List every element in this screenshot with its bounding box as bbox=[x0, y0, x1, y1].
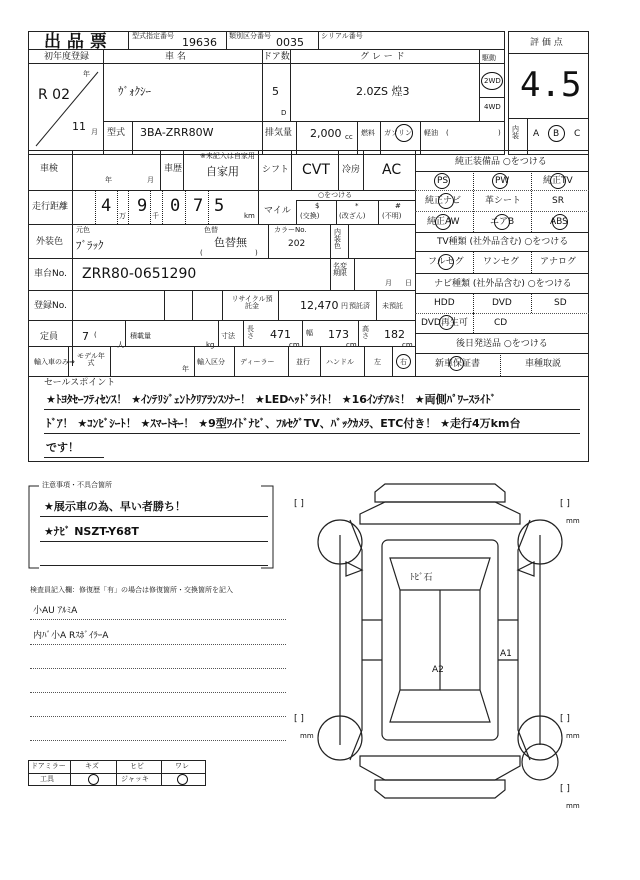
equip-airbag-circle bbox=[494, 214, 510, 230]
later-warranty-circle bbox=[449, 356, 464, 371]
orig-color-label: 元色 bbox=[76, 226, 90, 234]
first-reg-label: 初年度登録 bbox=[44, 52, 90, 62]
inspection-year: 年 bbox=[105, 176, 112, 184]
bracket-bl: [ ] bbox=[294, 714, 304, 724]
orig-color: ﾌﾞﾗｯｸ bbox=[76, 239, 104, 252]
name-change-label: 名変期限 bbox=[333, 262, 347, 277]
handle-left: 左 bbox=[374, 358, 381, 366]
recycle: 12,470 bbox=[300, 299, 339, 312]
navi-dvd-play-circle bbox=[439, 315, 454, 330]
mileage-digit: 4 bbox=[101, 196, 112, 216]
equipment-title: 純正装備品 ○をつける bbox=[455, 157, 547, 167]
mileage-man: 万 bbox=[119, 212, 126, 220]
color-label: 外装色 bbox=[36, 237, 64, 247]
bracket-br: [ ] bbox=[560, 714, 570, 724]
tv-fullseg-circle bbox=[438, 254, 454, 270]
later-warranty: 新車保証書 bbox=[435, 359, 481, 369]
exchange-symbol: $ bbox=[315, 202, 320, 210]
interior-c: C bbox=[574, 129, 581, 139]
height: 182 bbox=[384, 328, 405, 341]
navi-dvd: DVD bbox=[492, 298, 512, 308]
unknown-label: (不明) bbox=[382, 212, 402, 220]
year-mark: 年 bbox=[83, 70, 90, 78]
tampered-label: (改ざん) bbox=[339, 212, 366, 220]
height-cm: cm bbox=[402, 341, 413, 349]
unknown-symbol: # bbox=[395, 202, 401, 210]
color-change: 色替無 bbox=[214, 236, 247, 249]
length-cm: cm bbox=[289, 341, 300, 349]
drive-2wd: 2WD bbox=[484, 77, 501, 85]
interior-label: 内装 bbox=[512, 125, 519, 140]
legend-header: キズ bbox=[85, 762, 99, 770]
later-title: 後日発送品 ○をつける bbox=[456, 339, 548, 349]
bracket-tr: [ ] bbox=[560, 499, 570, 509]
car-damage-diagram bbox=[290, 480, 590, 810]
grade: 2.0ZS 煌3 bbox=[356, 85, 410, 98]
tv-oneseg: ワンセグ bbox=[483, 257, 520, 267]
bracket-tl: [ ] bbox=[294, 499, 304, 509]
navi-sd: SD bbox=[554, 298, 567, 308]
tampered-symbol: * bbox=[355, 202, 359, 210]
mm-br: mm bbox=[566, 732, 580, 740]
first-reg-year: R 02 bbox=[38, 87, 70, 103]
inspection-label: 車検 bbox=[40, 164, 59, 174]
length-label: 長さ bbox=[247, 325, 254, 340]
mileage-digit: 9 bbox=[137, 196, 148, 216]
legend-jack: ジャッキ bbox=[121, 775, 149, 783]
import-label: 輸入車のみ⇒ bbox=[34, 358, 75, 366]
equip-tv-circle bbox=[550, 173, 566, 189]
equip-navi: 純正ナビ bbox=[425, 196, 462, 206]
equip-airbag: エアB bbox=[490, 217, 515, 227]
legend-header: ドアミラー bbox=[31, 762, 66, 770]
category-label: 類別区分番号 bbox=[229, 32, 271, 40]
capacity: 7 bbox=[82, 330, 89, 343]
cc-unit: cc bbox=[345, 133, 353, 141]
fuel-label: 燃料 bbox=[361, 129, 375, 137]
history-label: 車歴 bbox=[164, 164, 183, 174]
fuel-selected-circle bbox=[395, 124, 413, 142]
legend-header: ヒビ bbox=[130, 762, 144, 770]
handle-label: ハンドル bbox=[326, 358, 354, 366]
mile-label: マイル bbox=[264, 206, 291, 216]
displacement: 2,000 bbox=[310, 127, 342, 140]
bracket-bottom: [ ] bbox=[560, 784, 570, 794]
damage-label-a1: A1 bbox=[500, 649, 512, 659]
equip-ps-circle bbox=[434, 173, 450, 189]
month-mark: 月 bbox=[91, 128, 98, 136]
import-dealer: ディーラー bbox=[240, 358, 275, 366]
type-no-label: 型式指定番号 bbox=[132, 32, 174, 40]
notes-line: ★ﾅﾋﾞ NSZT-Y68T bbox=[44, 525, 139, 538]
width-label: 幅 bbox=[306, 329, 313, 337]
import-parallel: 並行 bbox=[296, 358, 310, 366]
score-label: 評 価 点 bbox=[530, 38, 563, 48]
color-no-label: カラーNo. bbox=[274, 226, 307, 234]
handle-right-circle bbox=[396, 354, 411, 369]
model-year-suffix: 年 bbox=[182, 365, 189, 373]
mm-bottom: mm bbox=[566, 802, 580, 810]
damage-label-a2: A2 bbox=[432, 665, 444, 675]
equip-abs: ABS bbox=[550, 217, 568, 227]
length: 471 bbox=[270, 328, 291, 341]
recycle-label: リサイクル預託金 bbox=[231, 295, 273, 310]
name-change-month: 月 bbox=[385, 279, 392, 287]
type-no: 19636 bbox=[182, 36, 217, 49]
displacement-label: 排気量 bbox=[265, 128, 293, 138]
equip-abs-circle bbox=[552, 214, 568, 230]
shift: CVT bbox=[302, 162, 330, 178]
car-name: ｳﾞｫｸｼｰ bbox=[118, 85, 151, 98]
doors: 5 bbox=[272, 85, 279, 98]
interior-a: A bbox=[533, 129, 540, 139]
recycle-paid: 預託済 bbox=[349, 302, 370, 310]
inspector-line: 内ﾊﾞ小A RｽﾎﾞｲﾗｰA bbox=[33, 631, 109, 641]
navi-title: ナビ種類 (社外品含む) ○をつける bbox=[434, 279, 572, 289]
fuel-gasoline: ガソリン bbox=[384, 129, 412, 137]
navi-dvd-play: DVD再生可 bbox=[421, 318, 468, 328]
equip-pw-circle bbox=[492, 173, 508, 189]
door-suffix: D bbox=[281, 109, 287, 117]
notes-label: 注意事項・不具合箇所 bbox=[42, 481, 112, 489]
dim-label: 寸法 bbox=[221, 332, 235, 340]
ac-label: 冷房 bbox=[342, 165, 361, 175]
color-change-paren-close: ) bbox=[255, 249, 258, 257]
ac: AC bbox=[382, 162, 402, 178]
mileage-km: km bbox=[244, 212, 255, 220]
doors-label: ドア数 bbox=[263, 52, 290, 62]
navi-cd: CD bbox=[494, 318, 508, 328]
tv-analog: アナログ bbox=[540, 257, 577, 267]
capacity-label: 定員 bbox=[40, 332, 59, 342]
damage-label-chip: ﾄﾋﾞ石 bbox=[410, 573, 433, 583]
shift-label: シフト bbox=[262, 165, 290, 175]
first-reg-month: 11 bbox=[72, 120, 86, 133]
notes-line: ★展示車の為、早い者勝ち！ bbox=[44, 500, 186, 513]
load-kg: kg bbox=[206, 341, 215, 349]
drive-4wd: 4WD bbox=[484, 103, 501, 111]
legend-header: ワレ bbox=[175, 762, 189, 770]
equip-ps: PS bbox=[437, 176, 449, 186]
model: 3BA-ZRR80W bbox=[140, 126, 214, 139]
jack-present-circle bbox=[177, 774, 188, 785]
interior-selected-circle bbox=[548, 125, 565, 142]
model-label: 型式 bbox=[107, 128, 126, 138]
name-change-day: 日 bbox=[405, 279, 412, 287]
mileage-digit: 0 bbox=[170, 196, 181, 216]
drive-label: 駆動 bbox=[482, 54, 496, 62]
model-year-label: モデル年式 bbox=[77, 352, 105, 367]
car-name-label: 車 名 bbox=[165, 52, 186, 62]
navi-hdd: HDD bbox=[434, 298, 455, 308]
diagonal-divider bbox=[30, 64, 102, 154]
width-cm: cm bbox=[346, 341, 357, 349]
color-change-paren: ( bbox=[200, 249, 203, 257]
grade-score: 4.5 bbox=[520, 65, 582, 105]
mileage-digit: 7 bbox=[193, 196, 204, 216]
tv-fullseg: フルセグ bbox=[428, 257, 464, 267]
equip-pw: PW bbox=[495, 176, 510, 186]
inspection-month: 月 bbox=[147, 176, 154, 184]
fuel-light-oil: 軽油 bbox=[424, 129, 438, 137]
load-label: 積載量 bbox=[130, 332, 151, 340]
import-type-label: 輸入区分 bbox=[197, 358, 225, 366]
tv-title: TV種類 (社外品含む) ○をつける bbox=[437, 237, 569, 247]
mm-tr: mm bbox=[566, 517, 580, 525]
height-label: 高さ bbox=[362, 325, 369, 340]
later-manual: 車種取説 bbox=[525, 359, 562, 369]
mm-bl: mm bbox=[300, 732, 314, 740]
equip-navi-circle bbox=[438, 193, 454, 209]
sales-line: ﾄﾞｱ！ ★ｺﾝﾋﾞｼｰﾄ！ ★ｽﾏｰﾄｷｰ！ ★9型ﾜｲﾄﾞﾅﾋﾞ、ﾌﾙｾｸﾞTV、ﾊﾞｯｸｶﾒﾗ、ETC付き！ ★走行4万km台 bbox=[46, 417, 521, 430]
handle-right: 右 bbox=[400, 358, 407, 366]
recycle-unpaid: 未預託 bbox=[382, 302, 403, 310]
history: 自家用 bbox=[206, 165, 239, 178]
width: 173 bbox=[328, 328, 349, 341]
sales-label: セールスポイント bbox=[44, 378, 116, 388]
chassis: ZRR80-0651290 bbox=[82, 266, 197, 282]
reg-no-label: 登録No. bbox=[34, 301, 67, 311]
inspector-label: 検査員記入欄：修復歴「有」の場合は修復箇所・交換箇所を記入 bbox=[30, 586, 233, 594]
circle-hint: ○をつける bbox=[318, 191, 353, 199]
sales-line: です！ bbox=[46, 441, 79, 454]
interior-color-label: 内装色 bbox=[334, 228, 341, 250]
mileage-sen: 千 bbox=[152, 212, 159, 220]
equip-leather: 革シート bbox=[485, 196, 522, 206]
equip-sr: SR bbox=[552, 196, 564, 206]
mileage-label: 走行距離 bbox=[32, 202, 69, 212]
capacity-paren: ( bbox=[94, 331, 97, 339]
legend-tool: 工具 bbox=[40, 775, 54, 783]
mileage-digit: 5 bbox=[214, 196, 225, 216]
drive-selected-circle bbox=[481, 72, 503, 90]
grade-label: グ レ ー ド bbox=[360, 52, 405, 62]
page-title: 出 品 票 bbox=[44, 32, 107, 52]
tool-present-circle bbox=[88, 774, 99, 785]
chassis-label: 車台No. bbox=[34, 269, 67, 279]
color-no: 202 bbox=[288, 239, 306, 249]
equip-tv: 純正TV bbox=[543, 176, 573, 186]
fuel-other-close: ) bbox=[498, 129, 501, 137]
equip-aw-circle bbox=[435, 214, 451, 230]
history-note: ※未記入は自家用 bbox=[200, 152, 255, 160]
fuel-other: ( bbox=[446, 129, 449, 137]
sales-line: ★ﾄﾖﾀｾｰﾌﾃｨｾﾝｽ！ ★ｲﾝﾃﾘｼﾞｪﾝﾄｸﾘｱﾗﾝｽｿﾅｰ！ ★LEDﾍｯﾄﾞﾗｲﾄ！ ★16ｲﾝﾁｱﾙﾐ！ ★両側ﾊﾟﾜｰｽﾗｲﾄﾞ bbox=[46, 393, 497, 406]
color-change-label: 色替 bbox=[204, 226, 218, 234]
category: 0035 bbox=[276, 36, 304, 49]
recycle-unit: 円 bbox=[341, 302, 348, 310]
interior-b: B bbox=[553, 129, 560, 139]
serial-label: シリアル番号 bbox=[321, 32, 363, 40]
inspector-line: 小AU ｱﾙﾐA bbox=[33, 606, 78, 616]
equip-aw: 純正AW bbox=[427, 217, 460, 227]
capacity-person: 人 bbox=[117, 341, 124, 349]
exchange-label: (交換) bbox=[300, 212, 320, 220]
